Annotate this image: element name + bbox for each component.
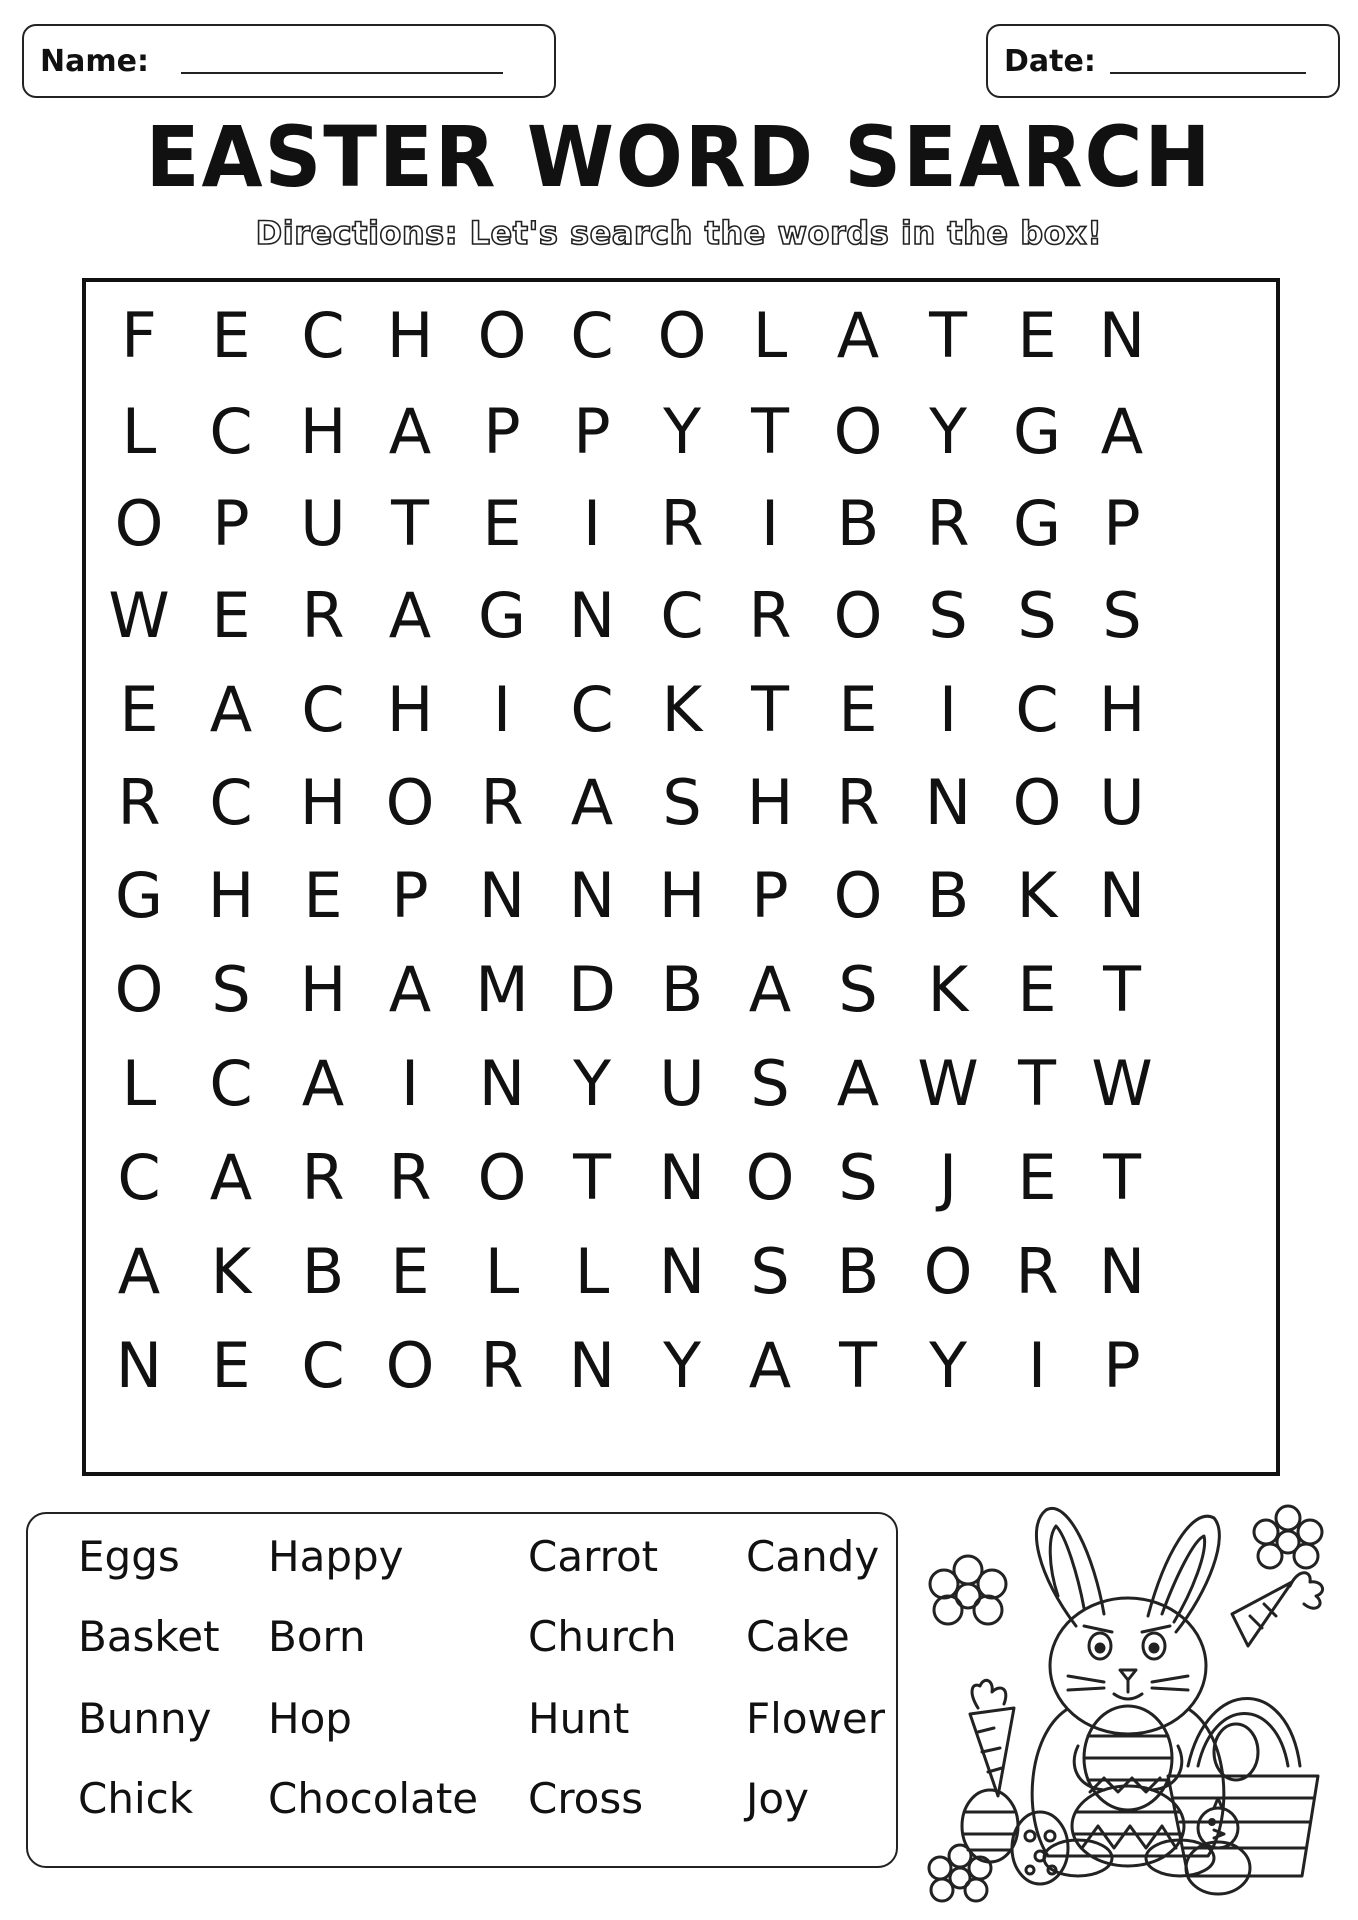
grid-letter[interactable]: U bbox=[659, 1047, 705, 1120]
grid-letter[interactable]: A bbox=[1100, 395, 1144, 468]
grid-letter[interactable]: A bbox=[301, 1047, 345, 1120]
grid-letter[interactable]: R bbox=[388, 1141, 432, 1214]
grid-letter[interactable]: E bbox=[838, 673, 878, 746]
grid-letter[interactable]: K bbox=[210, 1235, 252, 1308]
grid-letter[interactable]: A bbox=[388, 953, 432, 1026]
grid-letter[interactable]: H bbox=[386, 299, 434, 372]
grid-letter[interactable]: S bbox=[750, 1047, 790, 1120]
grid-letter[interactable]: R bbox=[301, 1141, 345, 1214]
grid-letter[interactable]: N bbox=[658, 1141, 706, 1214]
grid-letter[interactable]: O bbox=[477, 1141, 527, 1214]
grid-letter[interactable]: R bbox=[1015, 1235, 1059, 1308]
word-list-item: Basket bbox=[78, 1612, 220, 1661]
grid-letter[interactable]: S bbox=[1017, 579, 1057, 652]
grid-letter[interactable]: E bbox=[1017, 953, 1057, 1026]
name-label: Name: bbox=[40, 43, 149, 79]
grid-letter[interactable]: P bbox=[391, 859, 429, 932]
grid-letter[interactable]: T bbox=[1103, 953, 1141, 1026]
grid-letter[interactable]: N bbox=[115, 1329, 163, 1402]
grid-letter[interactable]: Y bbox=[929, 1329, 967, 1402]
grid-letter[interactable]: A bbox=[209, 673, 253, 746]
grid-letter[interactable]: N bbox=[568, 859, 616, 932]
grid-letter[interactable]: P bbox=[212, 487, 250, 560]
grid-letter[interactable]: T bbox=[751, 395, 789, 468]
grid-letter[interactable]: O bbox=[477, 299, 527, 372]
grid-row bbox=[86, 662, 1276, 758]
grid-letter[interactable]: E bbox=[211, 299, 251, 372]
grid-letter[interactable]: N bbox=[1098, 299, 1146, 372]
grid-letter[interactable]: R bbox=[480, 1329, 524, 1402]
grid-letter[interactable]: L bbox=[752, 299, 788, 372]
grid-letter[interactable]: H bbox=[207, 859, 255, 932]
grid-letter[interactable]: C bbox=[117, 1141, 161, 1214]
grid-letter[interactable]: H bbox=[299, 766, 347, 839]
grid-letter[interactable]: Y bbox=[663, 1329, 701, 1402]
grid-letter[interactable]: C bbox=[209, 395, 253, 468]
grid-letter[interactable]: M bbox=[475, 953, 529, 1026]
word-list-item: Flower bbox=[746, 1694, 885, 1743]
grid-letter[interactable]: P bbox=[573, 395, 611, 468]
grid-letter[interactable]: C bbox=[301, 1329, 345, 1402]
grid-letter[interactable]: N bbox=[1098, 1235, 1146, 1308]
grid-letter[interactable]: B bbox=[301, 1235, 345, 1308]
grid-letter[interactable]: C bbox=[570, 299, 614, 372]
grid-letter[interactable]: E bbox=[1017, 1141, 1057, 1214]
grid-letter[interactable]: I bbox=[582, 487, 602, 560]
grid-letter[interactable]: A bbox=[836, 299, 880, 372]
grid-letter[interactable]: U bbox=[300, 487, 346, 560]
grid-letter[interactable]: S bbox=[750, 1235, 790, 1308]
grid-letter[interactable]: H bbox=[386, 673, 434, 746]
date-field[interactable] bbox=[986, 24, 1340, 98]
grid-letter[interactable]: O bbox=[114, 487, 164, 560]
grid-row bbox=[86, 288, 1276, 384]
grid-letter[interactable]: T bbox=[839, 1329, 877, 1402]
grid-letter[interactable]: R bbox=[926, 487, 970, 560]
grid-letter[interactable]: H bbox=[299, 395, 347, 468]
grid-row bbox=[86, 848, 1276, 944]
grid-letter[interactable]: W bbox=[1091, 1047, 1153, 1120]
grid-letter[interactable]: W bbox=[108, 579, 170, 652]
grid-letter[interactable]: A bbox=[209, 1141, 253, 1214]
grid-letter[interactable]: O bbox=[833, 859, 883, 932]
grid-letter[interactable]: I bbox=[760, 487, 780, 560]
grid-letter[interactable]: B bbox=[836, 1235, 880, 1308]
grid-row bbox=[86, 942, 1276, 1038]
grid-letter[interactable]: B bbox=[926, 859, 970, 932]
grid-letter[interactable]: N bbox=[478, 859, 526, 932]
grid-letter[interactable]: L bbox=[484, 1235, 520, 1308]
grid-letter[interactable]: C bbox=[301, 673, 345, 746]
name-line[interactable] bbox=[181, 72, 503, 74]
grid-letter[interactable]: C bbox=[209, 1047, 253, 1120]
grid-letter[interactable]: O bbox=[833, 395, 883, 468]
grid-letter[interactable]: N bbox=[568, 579, 616, 652]
grid-letter[interactable]: R bbox=[836, 766, 880, 839]
grid-letter[interactable]: P bbox=[751, 859, 789, 932]
grid-letter[interactable]: R bbox=[748, 579, 792, 652]
grid-letter[interactable]: J bbox=[938, 1141, 958, 1214]
grid-letter[interactable]: B bbox=[660, 953, 704, 1026]
grid-letter[interactable]: I bbox=[492, 673, 512, 746]
grid-letter[interactable]: S bbox=[928, 579, 968, 652]
grid-letter[interactable]: T bbox=[573, 1141, 611, 1214]
grid-letter[interactable]: G bbox=[477, 579, 527, 652]
grid-letter[interactable]: Y bbox=[929, 395, 967, 468]
grid-letter[interactable]: U bbox=[1099, 766, 1145, 839]
grid-letter[interactable]: S bbox=[838, 953, 878, 1026]
grid-letter[interactable]: N bbox=[568, 1329, 616, 1402]
word-list-item: Hop bbox=[268, 1694, 352, 1743]
easter-egg-icon bbox=[1074, 1706, 1182, 1810]
grid-letter[interactable]: O bbox=[745, 1141, 795, 1214]
grid-letter[interactable]: R bbox=[480, 766, 524, 839]
grid-row bbox=[86, 476, 1276, 572]
grid-letter[interactable]: R bbox=[660, 487, 704, 560]
grid-row bbox=[86, 1036, 1276, 1132]
grid-letter[interactable]: T bbox=[1018, 1047, 1056, 1120]
grid-letter[interactable]: S bbox=[1102, 579, 1142, 652]
grid-row bbox=[86, 1130, 1276, 1226]
word-list-item: Carrot bbox=[528, 1532, 659, 1581]
grid-letter[interactable]: A bbox=[388, 579, 432, 652]
grid-letter[interactable]: L bbox=[574, 1235, 610, 1308]
grid-letter[interactable]: E bbox=[211, 1329, 251, 1402]
grid-letter[interactable]: Y bbox=[663, 395, 701, 468]
grid-letter[interactable]: S bbox=[838, 1141, 878, 1214]
grid-letter[interactable]: I bbox=[938, 673, 958, 746]
word-list-item: Cake bbox=[746, 1612, 850, 1661]
basket-icon bbox=[1168, 1699, 1318, 1877]
grid-letter[interactable]: N bbox=[1098, 859, 1146, 932]
grid-letter[interactable]: A bbox=[117, 1235, 161, 1308]
grid-letter[interactable]: P bbox=[483, 395, 521, 468]
grid-letter[interactable]: E bbox=[1017, 299, 1057, 372]
grid-letter[interactable]: R bbox=[117, 766, 161, 839]
chick-icon bbox=[1186, 1798, 1250, 1894]
date-line[interactable] bbox=[1110, 72, 1306, 74]
word-list-item: Cross bbox=[528, 1774, 644, 1823]
grid-letter[interactable]: S bbox=[662, 766, 702, 839]
grid-letter[interactable]: K bbox=[1016, 859, 1058, 932]
word-list-item: Hunt bbox=[528, 1694, 630, 1743]
grid-letter[interactable]: R bbox=[301, 579, 345, 652]
grid-letter[interactable]: A bbox=[748, 1329, 792, 1402]
grid-letter[interactable]: E bbox=[482, 487, 522, 560]
grid-row bbox=[86, 384, 1276, 480]
word-list-item: Happy bbox=[268, 1532, 404, 1581]
grid-letter[interactable]: C bbox=[1015, 673, 1059, 746]
grid-letter[interactable]: O bbox=[114, 953, 164, 1026]
grid-letter[interactable]: A bbox=[570, 766, 614, 839]
grid-letter[interactable]: N bbox=[658, 1235, 706, 1308]
grid-letter[interactable]: L bbox=[121, 1047, 157, 1120]
grid-letter[interactable]: E bbox=[119, 673, 159, 746]
word-list-item: Eggs bbox=[78, 1532, 180, 1581]
grid-letter[interactable]: K bbox=[927, 953, 969, 1026]
word-list-item: Born bbox=[268, 1612, 366, 1661]
word-list-item: Chocolate bbox=[268, 1774, 479, 1823]
grid-letter[interactable]: K bbox=[661, 673, 703, 746]
grid-letter[interactable]: A bbox=[748, 953, 792, 1026]
easter-illustration bbox=[918, 1496, 1348, 1906]
grid-row bbox=[86, 1224, 1276, 1320]
grid-letter[interactable]: G bbox=[1012, 395, 1062, 468]
grid-letter[interactable]: H bbox=[299, 953, 347, 1026]
grid-letter[interactable]: S bbox=[211, 953, 251, 1026]
grid-letter[interactable]: T bbox=[391, 487, 429, 560]
grid-letter[interactable]: O bbox=[1012, 766, 1062, 839]
grid-letter[interactable]: A bbox=[836, 1047, 880, 1120]
grid-letter[interactable]: O bbox=[657, 299, 707, 372]
grid-row bbox=[86, 755, 1276, 851]
grid-letter[interactable]: E bbox=[390, 1235, 430, 1308]
grid-letter[interactable]: I bbox=[400, 1047, 420, 1120]
grid-letter[interactable]: I bbox=[1027, 1329, 1047, 1402]
grid-letter[interactable]: C bbox=[660, 579, 704, 652]
grid-letter[interactable]: W bbox=[917, 1047, 979, 1120]
word-list-item: Chick bbox=[78, 1774, 194, 1823]
grid-letter[interactable]: C bbox=[209, 766, 253, 839]
word-list-item: Candy bbox=[746, 1532, 880, 1581]
word-list-item: Bunny bbox=[78, 1694, 212, 1743]
grid-row bbox=[86, 1318, 1276, 1414]
grid-letter[interactable]: T bbox=[751, 673, 789, 746]
grid-letter[interactable]: E bbox=[303, 859, 343, 932]
grid-letter[interactable]: O bbox=[923, 1235, 973, 1308]
grid-letter[interactable]: O bbox=[385, 1329, 435, 1402]
grid-row bbox=[86, 568, 1276, 664]
grid-letter[interactable]: N bbox=[478, 1047, 526, 1120]
grid-letter[interactable]: L bbox=[121, 395, 157, 468]
grid-letter[interactable]: C bbox=[570, 673, 614, 746]
grid-letter[interactable]: C bbox=[301, 299, 345, 372]
grid-letter[interactable]: T bbox=[929, 299, 967, 372]
grid-letter[interactable]: H bbox=[658, 859, 706, 932]
grid-letter[interactable]: A bbox=[388, 395, 432, 468]
date-label: Date: bbox=[1004, 43, 1096, 79]
grid-letter[interactable]: G bbox=[1012, 487, 1062, 560]
grid-letter[interactable]: F bbox=[121, 299, 157, 372]
page-title: EASTER WORD SEARCH bbox=[145, 108, 1213, 206]
grid-letter[interactable]: B bbox=[836, 487, 880, 560]
grid-letter[interactable]: O bbox=[385, 766, 435, 839]
word-list-item: Joy bbox=[746, 1774, 809, 1823]
grid-letter[interactable]: E bbox=[211, 579, 251, 652]
grid-letter[interactable]: T bbox=[1103, 1141, 1141, 1214]
grid-letter[interactable]: P bbox=[1103, 1329, 1141, 1402]
grid-letter[interactable]: H bbox=[1098, 673, 1146, 746]
grid-letter[interactable]: G bbox=[114, 859, 164, 932]
word-list-item: Church bbox=[528, 1612, 677, 1661]
word-list-box bbox=[26, 1512, 898, 1868]
grid-letter[interactable]: D bbox=[568, 953, 616, 1026]
grid-letter[interactable]: N bbox=[924, 766, 972, 839]
grid-letter[interactable]: O bbox=[833, 579, 883, 652]
carrot-icon bbox=[970, 1573, 1323, 1796]
word-search-grid bbox=[82, 278, 1280, 1476]
grid-letter[interactable]: H bbox=[746, 766, 794, 839]
name-field[interactable] bbox=[22, 24, 556, 98]
directions-text: Directions: Let's search the words in the box! bbox=[255, 214, 1103, 252]
grid-letter[interactable]: P bbox=[1103, 487, 1141, 560]
grid-letter[interactable]: Y bbox=[573, 1047, 611, 1120]
